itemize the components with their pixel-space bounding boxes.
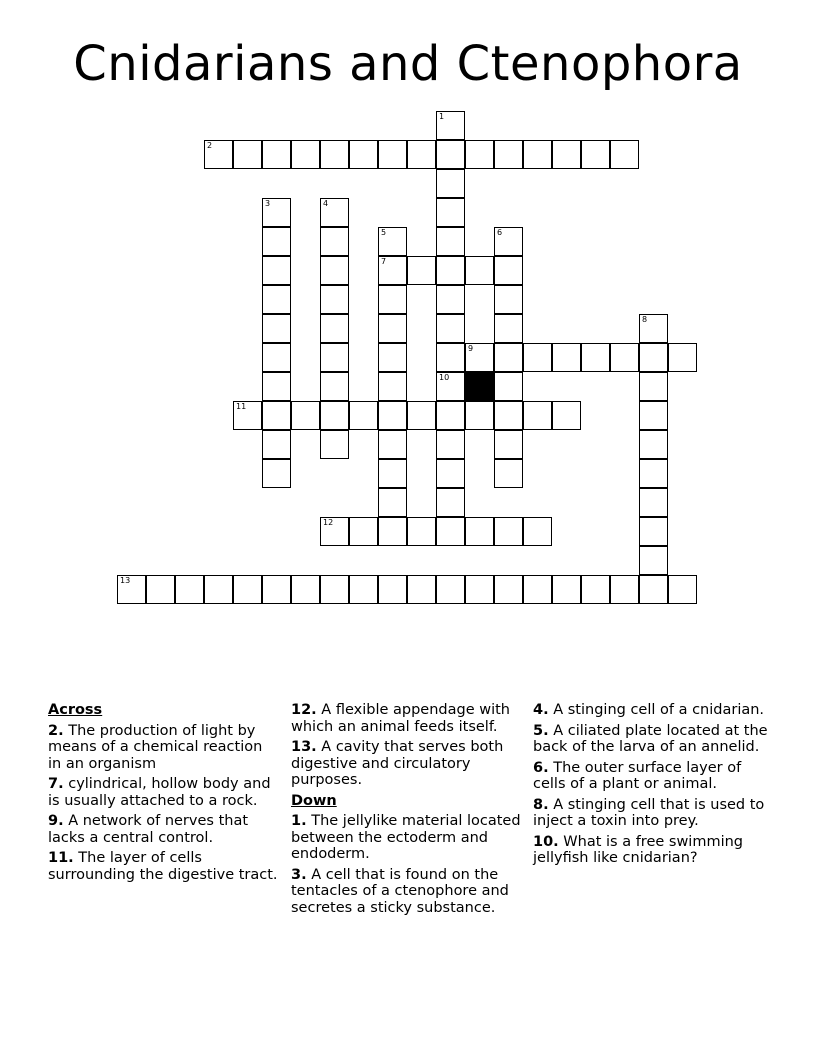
clue-number: 12. (291, 702, 317, 718)
grid-cell[interactable] (320, 401, 349, 430)
grid-cell[interactable] (639, 401, 668, 430)
grid-cell[interactable] (262, 314, 291, 343)
grid-cell[interactable] (436, 488, 465, 517)
grid-cell[interactable] (494, 372, 523, 401)
grid-cell[interactable] (320, 285, 349, 314)
grid-cell[interactable] (349, 140, 378, 169)
cell-number: 6 (497, 228, 503, 237)
cell-number: 1 (439, 112, 445, 121)
grid-cell[interactable] (668, 575, 697, 604)
grid-cell[interactable] (262, 459, 291, 488)
grid-cell[interactable] (349, 401, 378, 430)
grid-cell[interactable] (523, 343, 552, 372)
grid-cell[interactable] (494, 575, 523, 604)
grid-cell[interactable] (436, 430, 465, 459)
grid-cell[interactable] (436, 256, 465, 285)
grid-cell[interactable] (639, 430, 668, 459)
clue-across-7 (48, 776, 278, 809)
clue-text: A network of nerves that lacks a central control. (48, 813, 249, 846)
grid-cell[interactable] (407, 575, 436, 604)
cell-number: 12 (323, 518, 334, 527)
grid-cell[interactable] (465, 140, 494, 169)
grid-cell[interactable] (378, 488, 407, 517)
grid-cell[interactable] (320, 140, 349, 169)
clue-number: 4. (533, 702, 549, 718)
clue-across-13 (291, 739, 526, 789)
cell-number: 4 (323, 199, 329, 208)
clue-down-8 (533, 797, 768, 830)
grid-cell[interactable] (552, 343, 581, 372)
grid-cell[interactable] (494, 343, 523, 372)
grid-cell[interactable] (523, 575, 552, 604)
cell-number: 2 (207, 141, 213, 150)
grid-cell[interactable] (494, 401, 523, 430)
clue-across-11 (48, 850, 278, 883)
clue-down-4 (533, 702, 768, 719)
grid-cell[interactable] (494, 256, 523, 285)
grid-cell[interactable] (581, 343, 610, 372)
clue-text: A cavity that serves both digestive and circulatory purposes. (291, 739, 504, 788)
clue-text: The outer surface layer of cells of a plant or animal. (533, 759, 742, 792)
grid-cell[interactable] (436, 575, 465, 604)
grid-cell[interactable] (262, 401, 291, 430)
grid-cell[interactable] (552, 140, 581, 169)
grid-cell[interactable] (262, 140, 291, 169)
grid-cell[interactable] (262, 198, 291, 227)
clue-across-2 (48, 723, 278, 773)
grid-cell[interactable] (291, 401, 320, 430)
grid-cell[interactable] (523, 517, 552, 546)
grid-cell[interactable] (291, 575, 320, 604)
grid-cell[interactable] (494, 285, 523, 314)
cell-number: 10 (439, 373, 450, 382)
clue-number: 2. (48, 722, 64, 739)
grid-cell[interactable] (378, 430, 407, 459)
grid-cell[interactable] (407, 140, 436, 169)
clue-text: The jellylike material located between the ectoderm and endoderm. (291, 813, 521, 862)
grid-cell[interactable] (494, 430, 523, 459)
grid-cell[interactable] (436, 343, 465, 372)
grid-cell[interactable] (436, 111, 465, 140)
grid-cell[interactable] (349, 575, 378, 604)
grid-cell[interactable] (378, 256, 407, 285)
clue-number: 5. (533, 722, 549, 739)
clue-number: 8. (533, 796, 549, 813)
grid-cell[interactable] (320, 343, 349, 372)
grid-cell[interactable] (639, 343, 668, 372)
grid-cell[interactable] (378, 401, 407, 430)
grid-cell[interactable] (262, 372, 291, 401)
grid-cell[interactable] (581, 575, 610, 604)
grid-cell[interactable] (465, 401, 494, 430)
grid-cell[interactable] (494, 314, 523, 343)
clue-text: A flexible appendage with which an animal feeds itself. (291, 702, 510, 735)
clue-column-2 (291, 702, 526, 920)
grid-cell[interactable] (639, 314, 668, 343)
grid-cell[interactable] (407, 517, 436, 546)
black-square (465, 372, 494, 401)
cell-number: 8 (642, 315, 648, 324)
clue-text: cylindrical, hollow body and is usually attached to a rock. (48, 776, 271, 809)
grid-cell[interactable] (320, 575, 349, 604)
grid-cell[interactable] (262, 343, 291, 372)
grid-cell[interactable] (175, 575, 204, 604)
grid-cell[interactable] (320, 198, 349, 227)
grid-cell[interactable] (610, 575, 639, 604)
cell-number: 11 (236, 402, 247, 411)
grid-cell[interactable] (465, 575, 494, 604)
grid-cell[interactable] (320, 314, 349, 343)
grid-cell[interactable] (494, 517, 523, 546)
clue-number: 3. (291, 866, 307, 883)
clue-number: 1. (291, 813, 307, 829)
clue-number: 9. (48, 813, 64, 829)
grid-cell[interactable] (436, 169, 465, 198)
grid-cell[interactable] (436, 285, 465, 314)
grid-cell[interactable] (668, 343, 697, 372)
clue-down-1 (291, 813, 526, 863)
clue-down-10 (533, 834, 768, 867)
clue-text: The production of light by means of a chemical reaction in an organism (48, 722, 263, 772)
grid-cell[interactable] (262, 285, 291, 314)
grid-cell[interactable] (378, 343, 407, 372)
grid-cell[interactable] (523, 140, 552, 169)
clue-text: A stinging cell of a cnidarian. (553, 702, 765, 718)
grid-cell[interactable] (639, 372, 668, 401)
cell-number: 13 (120, 576, 131, 585)
clue-text: A ciliated plate located at the back of the larva of an annelid. (533, 722, 768, 755)
grid-cell[interactable] (436, 372, 465, 401)
grid-cell[interactable] (262, 430, 291, 459)
grid-cell[interactable] (378, 459, 407, 488)
grid-cell[interactable] (262, 256, 291, 285)
grid-cell[interactable] (378, 227, 407, 256)
clue-text: The layer of cells surrounding the digestive tract. (48, 850, 278, 883)
grid-cell[interactable] (639, 575, 668, 604)
grid-cell[interactable] (378, 372, 407, 401)
grid-cell[interactable] (639, 488, 668, 517)
cell-number: 3 (265, 199, 271, 208)
grid-cell[interactable] (494, 459, 523, 488)
clue-number: 11. (48, 850, 74, 866)
grid-cell[interactable] (436, 198, 465, 227)
grid-cell[interactable] (204, 575, 233, 604)
grid-cell[interactable] (320, 227, 349, 256)
grid-cell[interactable] (581, 140, 610, 169)
grid-cell[interactable] (436, 314, 465, 343)
grid-cell[interactable] (378, 517, 407, 546)
grid-cell[interactable] (407, 401, 436, 430)
grid-cell[interactable] (494, 140, 523, 169)
grid-cell[interactable] (320, 256, 349, 285)
grid-cell[interactable] (494, 227, 523, 256)
grid-cell[interactable] (552, 401, 581, 430)
grid-cell[interactable] (378, 575, 407, 604)
puzzle-title: Cnidarians and Ctenophora (73, 36, 743, 92)
cell-number: 5 (381, 228, 387, 237)
cell-number: 9 (468, 344, 474, 353)
clue-column-1 (48, 702, 278, 887)
grid-cell[interactable] (291, 140, 320, 169)
clue-down-5 (533, 723, 768, 756)
grid-cell[interactable] (465, 343, 494, 372)
grid-cell[interactable] (262, 227, 291, 256)
clue-text: A cell that is found on the tentacles of a ctenophore and secretes a sticky substance. (291, 866, 509, 916)
grid-cell[interactable] (349, 517, 378, 546)
grid-cell[interactable] (204, 140, 233, 169)
grid-cell[interactable] (639, 517, 668, 546)
grid-cell[interactable] (262, 575, 291, 604)
clue-number: 7. (48, 776, 64, 792)
grid-cell[interactable] (378, 314, 407, 343)
grid-cell[interactable] (320, 517, 349, 546)
grid-cell[interactable] (407, 256, 436, 285)
down-heading: Down (291, 792, 337, 809)
grid-cell[interactable] (465, 517, 494, 546)
across-heading: Across (48, 702, 103, 718)
grid-cell[interactable] (320, 372, 349, 401)
grid-cell[interactable] (465, 256, 494, 285)
grid-cell[interactable] (233, 575, 262, 604)
clue-column-3 (533, 702, 768, 871)
grid-cell[interactable] (378, 285, 407, 314)
grid-cell[interactable] (523, 401, 552, 430)
grid-cell[interactable] (233, 401, 262, 430)
grid-cell[interactable] (436, 401, 465, 430)
clue-text: A stinging cell that is used to inject a toxin into prey. (533, 796, 765, 829)
clue-across-12 (291, 702, 526, 735)
cell-number: 7 (381, 257, 387, 266)
clue-number: 13. (291, 739, 317, 755)
grid-cell[interactable] (146, 575, 175, 604)
grid-cell[interactable] (436, 227, 465, 256)
clue-number: 10. (533, 833, 559, 850)
clue-down-6 (533, 760, 768, 793)
clue-text: What is a free swimming jellyfish like cnidarian? (533, 833, 744, 866)
grid-cell[interactable] (436, 517, 465, 546)
grid-cell[interactable] (320, 430, 349, 459)
grid-cell[interactable] (117, 575, 146, 604)
grid-cell[interactable] (552, 575, 581, 604)
grid-cell[interactable] (639, 546, 668, 575)
grid-cell[interactable] (610, 140, 639, 169)
clue-across-9 (48, 813, 278, 846)
grid-cell[interactable] (436, 140, 465, 169)
clue-down-3 (291, 867, 526, 917)
grid-cell[interactable] (610, 343, 639, 372)
grid-cell[interactable] (378, 140, 407, 169)
grid-cell[interactable] (436, 459, 465, 488)
grid-cell[interactable] (233, 140, 262, 169)
grid-cell[interactable] (639, 459, 668, 488)
clue-number: 6. (533, 759, 549, 776)
